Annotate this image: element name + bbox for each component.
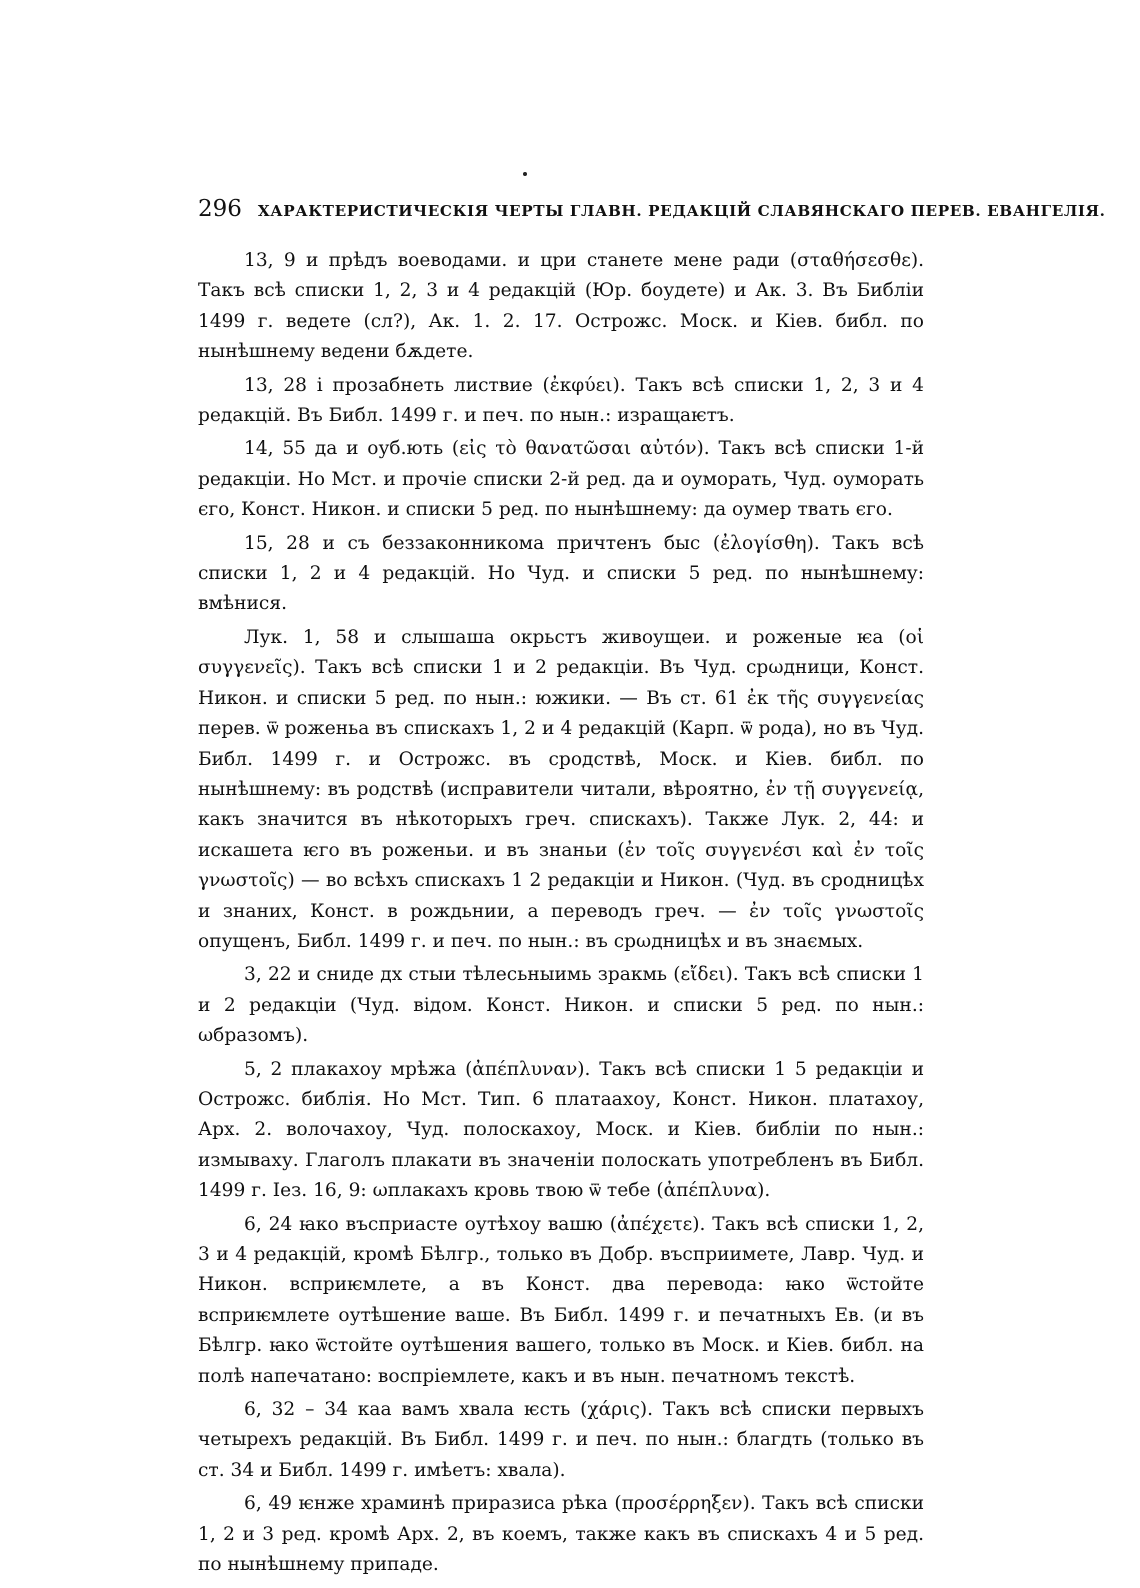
paragraph: 6, 32 – 34 каа вамъ хвала ѥсть (χάρις). Такъ всѣ списки первыхъ четырехъ редакцій. Въ Библ. 1499 г. и печ. по нын.: благдть (только въ ст. 34 и Библ. 1499 г. имѣетъ: хвала).: [198, 1399, 924, 1481]
paragraph: 15, 28 и съ беззаконникома причтенъ быс (ἐλογίσθη). Такъ всѣ списки 1, 2 и 4 редакцій. Но Чуд. и списки 5 ред. по нынѣшнему: вмѣнися.: [198, 532, 924, 615]
paragraph: 5, 2 плакахоу мрѣжа (ἀπέπλυναν). Такъ всѣ списки 1 5 редакціи и Острожс. библія. Но Мст. Тип. 6 платаахоу, Конст. Никон. платахоу, Арх. 2. волочахоу, Чуд. полоскахоу, Моск. и Кіев. библіи по нын.: измываху. Глаголъ плакати въ значеніи полоскать употребленъ въ Библ. 1499 г. Іез. 16, 9: ωплакахъ кровь твою ѿ тебе (ἀπέπλυνα).: [198, 1058, 924, 1202]
paragraph: 6, 49 ѥнже храминѣ приразиса рѣка (προσέρρηξεν). Такъ всѣ списки 1, 2 и 3 ред. кромѣ Арх. 2, въ коемъ, также какъ въ спискахъ 4 и 5 ред. по нынѣшнему припаде.: [198, 1493, 924, 1576]
page-number: 296: [198, 196, 242, 222]
paragraph: 14, 55 да и оуб.ють (εἰς τὸ θανατῶσαι αὐτόν). Такъ всѣ списки 1-й редакціи. Но Мст. и прочіе списки 2-й ред. да и оуморать, Чуд. оуморать єго, Конст. Никон. и списки 5 ред. по нынѣшнему: да оумер твать єго.: [198, 438, 924, 521]
page-header: [198, 196, 1106, 222]
paragraph: 13, 9 и прѣдъ воеводами. и цри станете мене ради (σταθήσεσθε). Такъ всѣ списки 1, 2, 3 и 4 редакцій (Юр. боудете) и Ак. 3. Въ Библіи 1499 г. ведете (сл?), Ак. 1. 2. 17. Острожс. Моск. и Кіев. библ. по нынѣшнему ведени бѫдете.: [198, 250, 924, 363]
paragraph: Лук. 1, 58 и слышаша окрьстъ живоущеи. и роженые ѥа (οἱ συγγενεῖς). Такъ всѣ списки 1 и 2 редакціи. Въ Чуд. срωдници, Конст. Никон. и списки 5 ред. по нын.: южики. — Въ ст. 61 ἐκ τῆς συγγενείας перев. ѿ роженьа въ спискахъ 1, 2 и 4 редакцій (Карп. ѿ рода), но въ Чуд. Библ. 1499 г. и Острожс. въ сродствѣ, Моск. и Кіев. библ. по нынѣшнему: въ родствѣ (исправители читали, вѣроятно, ἐν τῇ συγγενείᾳ, какъ значится въ нѣкоторыхъ греч. спискахъ). Также Лук. 2, 44: и искашета ѥго въ роженьи. и въ знаньи (ἐν τοῖς συγγενέσι καὶ ἐν τοῖς γνωστοῖς) — во всѣхъ спискахъ 1 2 редакціи и Никон. (Чуд. въ сродницѣх и знаних, Конст. в рождьнии, а переводъ греч. — ἐν τοῖς γνωστοῖς опущенъ, Библ. 1499 г. и печ. по нын.: въ срωдницѣх и въ знаємых.: [198, 626, 924, 952]
running-title: ХАРАКТЕРИСТИЧЕСКІЯ ЧЕРТЫ ГЛАВН. РЕДАКЦІЙ СЛАВЯНСКАГО ПЕРЕВ. ЕВАНГЕЛІЯ.: [257, 202, 1106, 220]
print-speck: [523, 172, 527, 176]
paragraph: 6, 24 ꙗко въсприасте оутѣхоу вашю (ἀπέχετε). Такъ всѣ списки 1, 2, 3 и 4 редакцій, кромѣ Бѣлгр., только въ Добр. въсприимете, Лавр. Чуд. и Никон. всприѥмлете, а въ Конст. два перевода: ꙗко ѿстойте всприѥмлете оутѣшение ваше. Въ Библ. 1499 г. и печатныхъ Ев. (и въ Бѣлгр. ꙗко ѿстойте оутѣшения вашего, только въ Моск. и Кіев. библ. на полѣ напечатано: воспріемлете, какъ и въ нын. печатномъ текстѣ.: [198, 1213, 924, 1387]
paragraph: 13, 28 і прозабнеть листвие (ἐκφύει). Такъ всѣ списки 1, 2, 3 и 4 редакцій. Въ Библ. 1499 г. и печ. по нын.: изращаѥтъ.: [198, 374, 924, 427]
paragraph: 3, 22 и сниде дх стыи тѣлесьныимь зракмь (εἴδει). Такъ всѣ списки 1 и 2 редакціи (Чуд. відом. Конст. Никон. и списки 5 ред. по нын.: ωбразомъ).: [198, 964, 924, 1047]
body-text: [198, 246, 924, 1580]
